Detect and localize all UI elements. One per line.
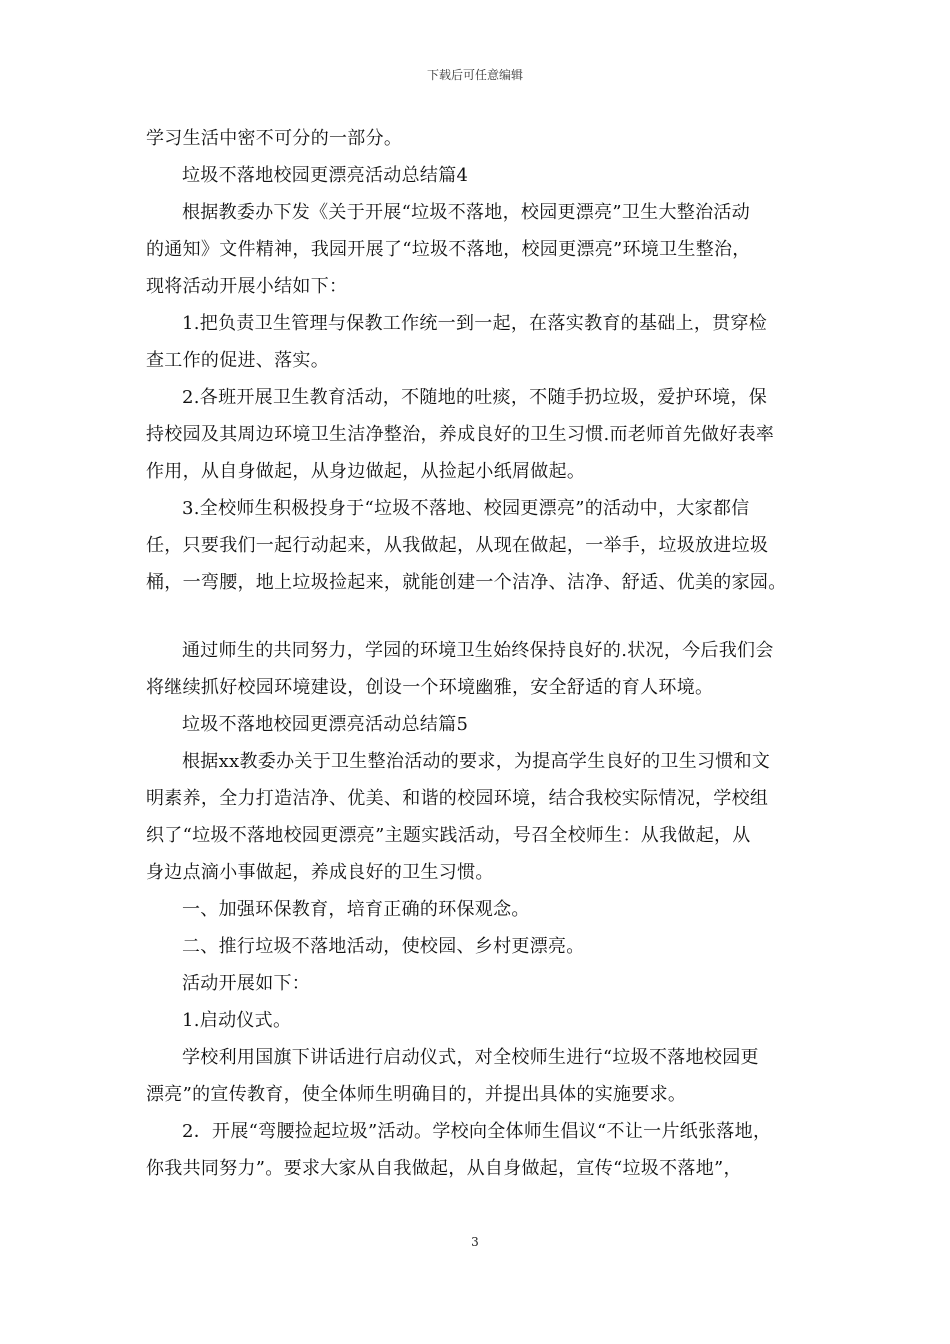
text-line: 明素养，全力打造洁净、优美、和谐的校园环境，结合我校实际情况，学校组 xyxy=(146,788,769,809)
text-line: 学习生活中密不可分的一部分。 xyxy=(146,128,403,149)
text-line: 垃圾不落地校园更漂亮活动总结篇5 xyxy=(182,714,469,735)
text-line: 将继续抓好校园环境建设，创设一个环境幽雅，安全舒适的育人环境。 xyxy=(146,677,714,698)
document-body xyxy=(146,120,826,1187)
page-header: 下载后可任意编辑 xyxy=(426,68,523,82)
text-line: 垃圾不落地校园更漂亮活动总结篇4 xyxy=(182,165,469,186)
text-line: 身边点滴小事做起，养成良好的卫生习惯。 xyxy=(146,862,494,883)
text-line: 桶，一弯腰，地上垃圾捡起来，就能创建一个洁净、洁净、舒适、优美的家园。 xyxy=(146,572,787,593)
page-number: 3 xyxy=(471,1235,479,1249)
text-line: 现将活动开展小结如下： xyxy=(146,276,348,297)
text-line: 你我共同努力”。要求大家从自我做起，从自身做起，宣传“垃圾不落地”， xyxy=(146,1158,742,1179)
text-line: 漂亮”的宣传教育，使全体师生明确目的，并提出具体的实施要求。 xyxy=(146,1084,687,1105)
text-line: 1.把负责卫生管理与保教工作统一到一起，在落实教育的基础上，贯穿检 xyxy=(182,313,768,334)
text-line: 一、加强环保教育，培育正确的环保观念。 xyxy=(182,899,530,920)
text-line: 二、推行垃圾不落地活动，使校园、乡村更漂亮。 xyxy=(182,936,585,957)
text-line: 学校利用国旗下讲话进行启动仪式，对全校师生进行“垃圾不落地校园更 xyxy=(182,1047,759,1068)
text-line: 活动开展如下： xyxy=(182,973,311,994)
text-line: 2．开展“弯腰捡起垃圾”活动。学校向全体师生倡议“不让一片纸张落地， xyxy=(182,1121,772,1142)
text-line: 1.启动仪式。 xyxy=(182,1010,292,1031)
text-line: 的通知》文件精神，我园开展了“垃圾不落地，校园更漂亮”环境卫生整治， xyxy=(146,239,751,260)
text-line: 作用，从自身做起，从身边做起，从捡起小纸屑做起。 xyxy=(146,461,586,482)
text-line: 根据教委办下发《关于开展“垃圾不落地，校园更漂亮”卫生大整治活动 xyxy=(182,202,751,223)
text-line: 查工作的促进、落实。 xyxy=(146,350,329,371)
text-line: 织了“垃圾不落地校园更漂亮”主题实践活动，号召全校师生：从我做起，从 xyxy=(146,825,751,846)
text-line: 3.全校师生积极投身于“垃圾不落地、校园更漂亮”的活动中，大家都信 xyxy=(182,498,750,519)
text-line: 根据xx教委办关于卫生整治活动的要求，为提高学生良好的卫生习惯和文 xyxy=(182,751,771,772)
text-line: 任，只要我们一起行动起来，从我做起，从现在做起，一举手，垃圾放进垃圾 xyxy=(146,535,769,556)
text-line: 2.各班开展卫生教育活动，不随地的吐痰，不随手扔垃圾，爱护环境，保 xyxy=(182,387,768,408)
text-line: 持校园及其周边环境卫生洁净整治，养成良好的卫生习惯.而老师首先做好表率 xyxy=(146,424,775,445)
text-line: 通过师生的共同努力，学园的环境卫生始终保持良好的.状况，今后我们会 xyxy=(182,640,774,661)
